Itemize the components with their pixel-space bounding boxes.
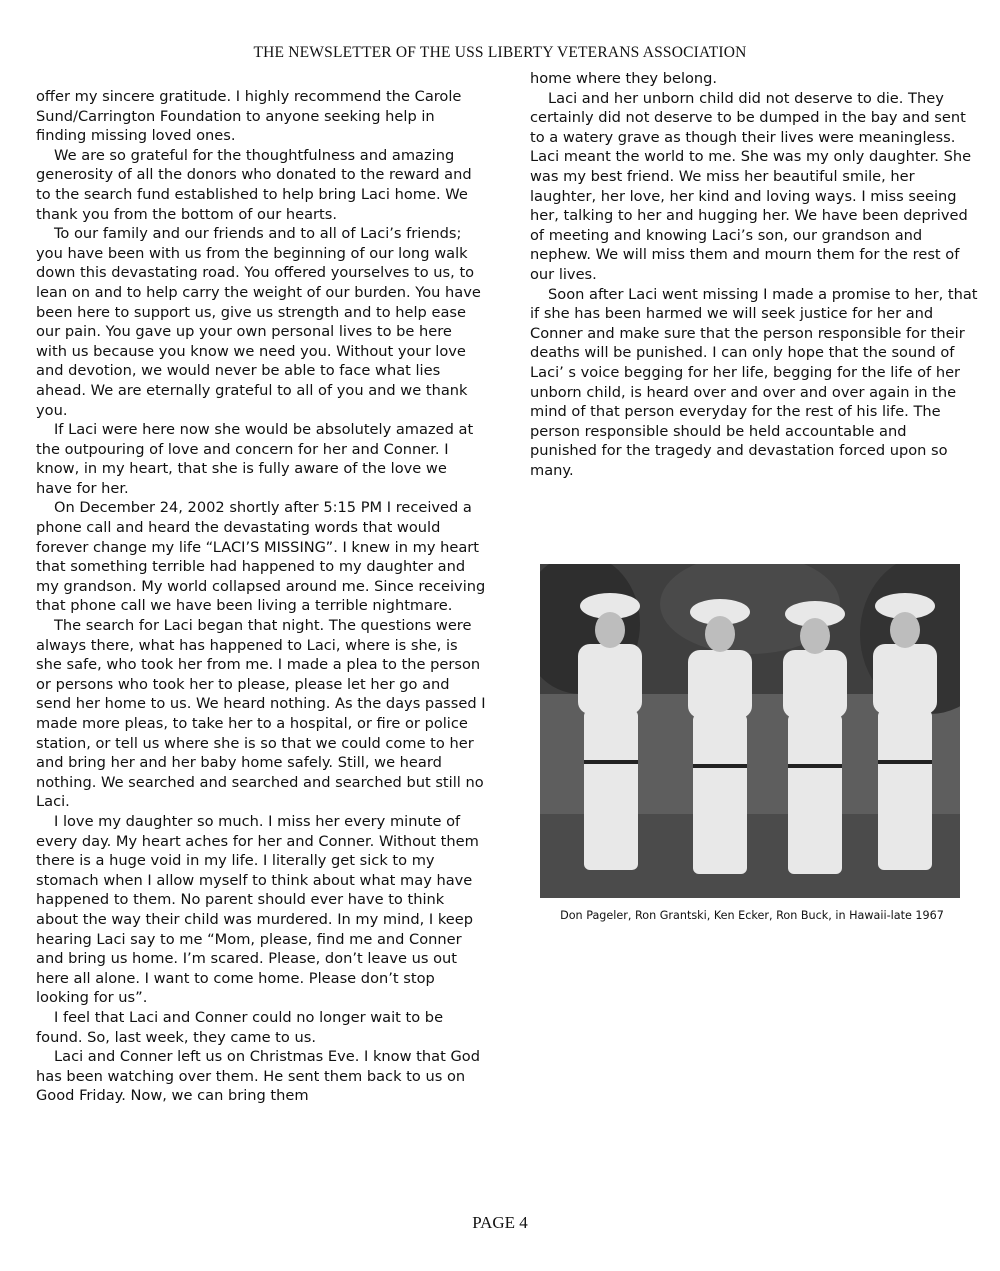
sailors-photo [540,564,960,898]
paragraph: To our family and our friends and to all of Laci’s friends; you have been with us from the beginning of our long walk down this devastating road. You offered yourselves to us, to lean on and to help carry the weight of our burden. You have been here to support us, give us strength and to help ease our pain. You gave up your own personal lives to be here with us because you know we need you. Without your love and devotion, we would never be able to face what lies ahead. We are eternally grateful to all of you and we thank you. [36,225,481,419]
paragraph: The search for Laci began that night. The questions were always there, what has happened to Laci, where is she, is she safe, who took her from me. I made a plea to the person or persons who took her to please, please let her go and send her home to us. We heard nothing. As the days passed I made more pleas, to take her to a hospital, or fire or police station, or tell us where she is so that we could come to her and bring her and her baby home safely. Still, we heard nothing. We searched and searched and searched but still no Laci. [36,617,486,811]
paragraph: home where they belong. [530,70,718,87]
paragraph: We are so grateful for the thoughtfulness and amazing generosity of all the donors who donated to the reward and to the search fund established to help bring Laci home. We thank you from the bottom of our hearts. [36,146,472,223]
article-right-column [530,69,978,480]
page-number: PAGE 4 [472,1213,528,1232]
paragraph: I feel that Laci and Conner could no longer wait to be found. So, last week, they came to us. [36,1008,444,1046]
paragraph: On December 24, 2002 shortly after 5:15 PM I received a phone call and heard the devastating words that would forever change my life “LACI’S MISSING”. I knew in my heart that something terrible had happened to my daughter and my grandson. My world collapsed around me. Since receiving that phone call we have been living a terrible nightmare. [36,499,486,615]
paragraph: Laci and Conner left us on Christmas Eve. I know that God has been watching over them. He sent them back to us on Good Friday. Now, we can bring them [36,1048,480,1105]
photo-caption: Don Pageler, Ron Grantski, Ken Ecker, Ron Buck, in Hawaii-late 1967 [560,909,944,922]
article-left-column [36,87,486,1106]
paragraph: I love my daughter so much. I miss her every minute of every day. My heart aches for her and Conner. Without them there is a huge void in my life. I literally get sick to my stomach when I allow myself to think about what may have happened to them. No parent should ever have to think about the way their child was murdered. In my mind, I keep hearing Laci say to me “Mom, please, find me and Conner and bring us home. I’m scared. Please, don’t leave us out here all alone. I want to come home. Please don’t stop looking for us”. [36,812,479,1007]
paragraph: Soon after Laci went missing I made a promise to her, that if she has been harmed we will seek justice for her and Conner and make sure that the person responsible for their deaths will be punished. I can only hope that the sound of Laci’ s voice begging for her life, begging for the life of her unborn child, is heard over and over and over again in the mind of that person everyday for the rest of his life. The person responsible should be held accountable and punished for the tragedy and devastation forced upon so many. [530,285,978,479]
paragraph: offer my sincere gratitude. I highly recommend the Carole Sund/Carrington Foundation to anyone seeking help in finding missing loved ones. [36,88,462,145]
paragraph: Laci and her unborn child did not deserve to die. They certainly did not deserve to be dumped in the bay and sent to a watery grave as though their lives were meaningless. Laci meant the world to me. She was my only daughter. She was my best friend. We miss her beautiful smile, her laughter, her love, her kind and loving ways. I miss seeing her, talking to her and hugging her. We have been deprived of meeting and knowing Laci’s son, our grandson and nephew. We will miss them and mourn them for the rest of our lives. [530,89,972,283]
newsletter-header: THE NEWSLETTER OF THE USS LIBERTY VETERANS ASSOCIATION [253,44,747,61]
paragraph: If Laci were here now she would be absolutely amazed at the outpouring of love and concern for her and Conner. I know, in my heart, that she is fully aware of the love we have for her. [36,421,474,497]
